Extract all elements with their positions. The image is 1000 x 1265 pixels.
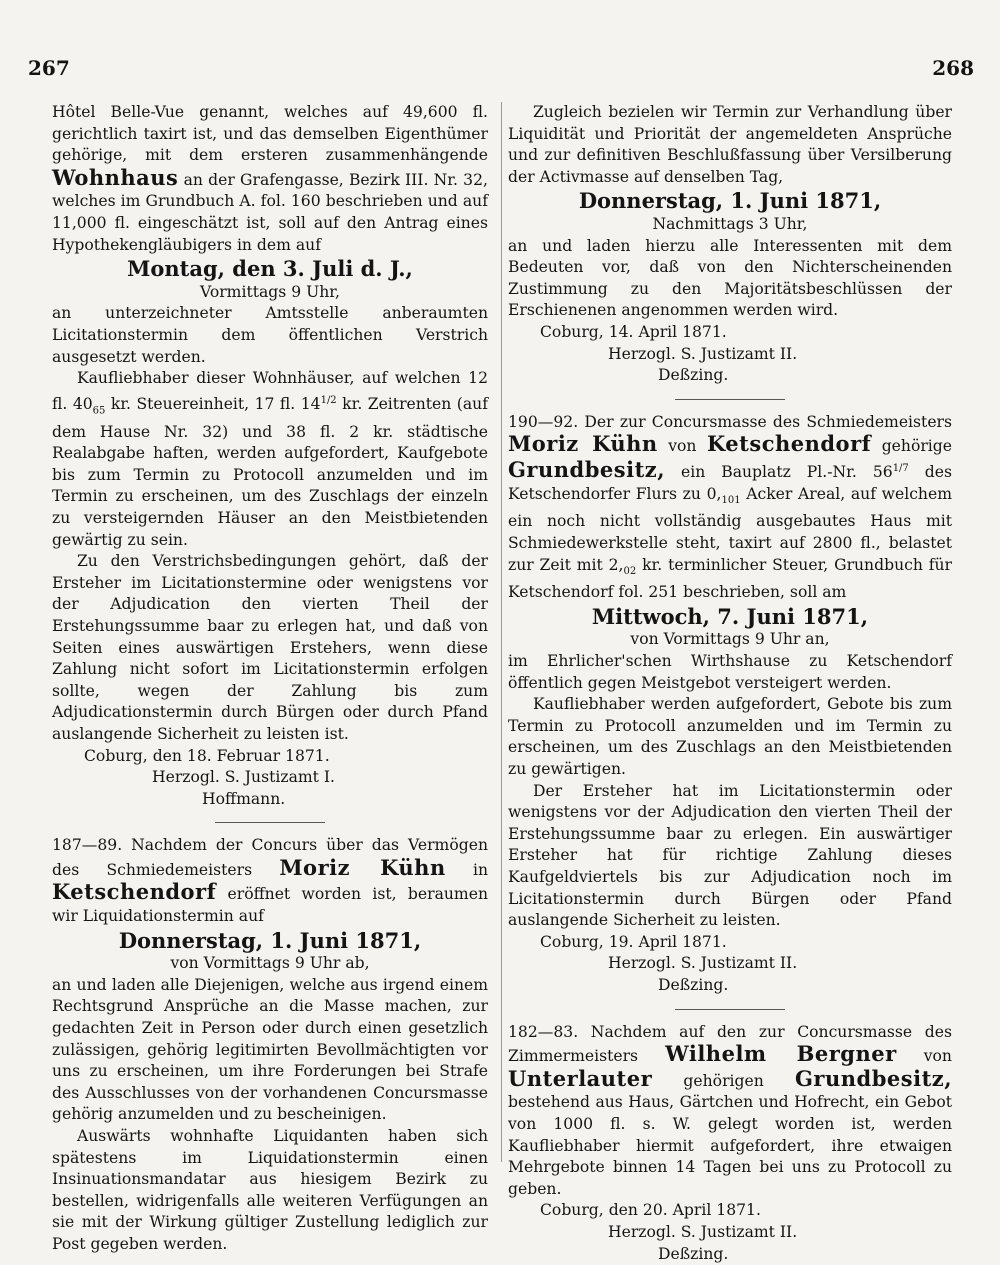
date-line: Mittwoch, 7. Juni 1871, — [508, 606, 952, 628]
paragraph: Kaufliebhaber werden aufgefordert, Gebote bis zum Termin zu Protocoll anzumelden und im Termin zu erscheinen, um des Zuschlags an den Meistbietenden zu gewärtigen. — [508, 694, 952, 780]
office-name: Herzogl. S. Justizamt II. — [508, 344, 952, 366]
paragraph: Zu den Verstrichsbedingungen gehört, daß der Ersteher im Licitationstermine oder wenigstens vor der Adjudication den vierten Theil der Erstehungssumme baar zu erlegen hat, und daß von Seiten eines auswärtigen Erstehers, wenn diese Zahlung nicht sofort im Licitationstermin erfolgen sollte, wegen der Zahlung bis zum Adjudicationstermin durch Bürgen oder durch Pfand auslangende Sicherheit zu leisten ist. — [52, 551, 488, 745]
page-number-right: 268 — [932, 56, 974, 80]
paragraph: 190—92. Der zur Concursmasse des Schmiedemeisters Moriz Kühn von Ketschendorf gehörige Grundbesitz, ein Bauplatz Pl.-Nr. $56^{1/7}$ des Ketschendorfer Flurs zu $0,_{101}$ Acker Areal, auf welchem ein noch nicht vollständig ausgebautes Haus mit Schmiedewerkstelle steht, taxirt auf 2800 fl., belastet zur Zeit mit $2,_{02}$ kr. terminlicher Steuer, Grundbuch für Ketschendorf fol. 251 beschrieben, soll am — [508, 412, 952, 604]
place-date: Coburg, den 20. April 1871. — [508, 1200, 952, 1222]
paragraph: 187—89. Nachdem der Concurs über das Vermögen des Schmiedemeisters Moriz Kühn in Ketschendorf eröffnet worden ist, beraumen wir Liquidationstermin auf — [52, 835, 488, 927]
paragraph: an unterzeichneter Amtsstelle anberaumten Licitationstermin dem öffentlichen Verstrich ausgesetzt werden. — [52, 303, 488, 368]
office-name: Herzogl. S. Justizamt I. — [52, 767, 488, 789]
signature-name: Deßzing. — [508, 1244, 952, 1265]
right-column — [508, 102, 952, 1265]
place-date: Coburg, 19. April 1871. — [508, 932, 952, 954]
paragraph: Der Ersteher hat im Licitationstermin oder wenigstens vor der Adjudication den vierten Theil der Erstehungssumme baar zu erlegen. Ein auswärtiger Ersteher hat für richtige Zahlung dieses Kaufgeldviertels bis zur Adjudication noch im Licitationstermin durch Bürgen oder Pfand auslangende Sicherheit zu leisten. — [508, 781, 952, 932]
place-date: Coburg, den 18. Februar 1871. — [52, 746, 488, 768]
emphasis-text: Wohnhaus — [52, 165, 178, 190]
paragraph: Zugleich bezielen wir Termin zur Verhandlung über Liquidität und Priorität der angemeldeten Ansprüche und zur definitiven Beschlußfassung über Versilberung der Activmasse auf denselben Tag, — [508, 102, 952, 188]
divider — [675, 1009, 785, 1010]
paragraph: an und laden alle Diejenigen, welche aus irgend einem Rechtsgrund Ansprüche an die Masse machen, zur gedachten Zeit in Person oder durch einen gesetzlich zulässigen, gehörig legitimirten Bevollmächtigten vor uns zu erscheinen, um ihre Forderungen bei Strafe des Ausschlusses von der vorhandenen Concursmasse gehörig anzumelden und zu bescheinigen. — [52, 975, 488, 1126]
date-line: Donnerstag, 1. Juni 1871, — [508, 190, 952, 212]
time-line: von Vormittags 9 Uhr an, — [508, 629, 952, 651]
paragraph: an und laden hierzu alle Interessenten mit dem Bedeuten vor, daß von den Nichterscheinenden Zustimmung zu den Majoritätsbeschlüssen der Erschienenen angenommen werden wird. — [508, 236, 952, 322]
time-line: Vormittags 9 Uhr, — [52, 282, 488, 304]
time-line: Nachmittags 3 Uhr, — [508, 214, 952, 236]
paragraph: im Ehrlicher'schen Wirthshause zu Ketschendorf öffentlich gegen Meistgebot versteigert werden. — [508, 651, 952, 694]
signature-name: Deßzing. — [508, 365, 952, 387]
office-name: Herzogl. S. Justizamt II. — [508, 953, 952, 975]
page-number-left: 267 — [28, 56, 70, 80]
paragraph: 182—83. Nachdem auf den zur Concursmasse des Zimmermeisters Wilhelm Bergner von Unterlauter gehörigen Grundbesitz, bestehend aus Haus, Gärtchen und Hofrecht, ein Gebot von 1000 fl. s. W. gelegt worden ist, werden Kaufliebhaber hiermit aufgefordert, ihre etwaigen Mehrgebote binnen 14 Tagen bei uns zu Protocoll zu geben. — [508, 1022, 952, 1201]
left-column — [52, 102, 488, 1256]
divider — [215, 822, 325, 823]
paragraph: Auswärts wohnhafte Liquidanten haben sich spätestens im Liquidationstermin einen Insinuationsmandatar aus hiesigem Bezirk zu bestellen, widrigenfalls alle weiteren Verfügungen an sie mit der Wirkung gültiger Zustellung lediglich zur Post gegeben werden. — [52, 1126, 488, 1256]
signature-name: Hoffmann. — [52, 789, 488, 811]
time-line: von Vormittags 9 Uhr ab, — [52, 953, 488, 975]
place-date: Coburg, 14. April 1871. — [508, 322, 952, 344]
date-line: Donnerstag, 1. Juni 1871, — [52, 930, 488, 952]
paragraph: Hôtel Belle-Vue genannt, welches auf 49,600 fl. gerichtlich taxirt ist, und das demselben Eigenthümer gehörige, mit dem ersteren zusammenhängende Wohnhaus an der Grafengasse, Bezirk III. Nr. 32, welches im Grundbuch A. fol. 160 beschrieben und auf 11,000 fl. eingeschätzt ist, soll auf den Antrag eines Hypothekengläubigers in dem auf — [52, 102, 488, 256]
paragraph: Kaufliebhaber dieser Wohnhäuser, auf welchen 12 fl. $40_{65}$ kr. Steuereinheit, 17 fl. $14^{1/2}$ kr. Zeitrenten (auf dem Hause Nr. 32) und 38 fl. 2 kr. städtische Realabgabe haften, werden aufgefordert, Kaufgebote bis zum Termin zu Protocoll anzumelden und im Termin zu erscheinen, um des Zuschlags der einzeln zu versteigernden Häuser an den Meistbietenden gewärtig zu sein. — [52, 368, 488, 551]
divider — [675, 399, 785, 400]
signature-name: Deßzing. — [508, 975, 952, 997]
office-name: Herzogl. S. Justizamt II. — [508, 1222, 952, 1244]
date-line: Montag, den 3. Juli d. J., — [52, 258, 488, 280]
